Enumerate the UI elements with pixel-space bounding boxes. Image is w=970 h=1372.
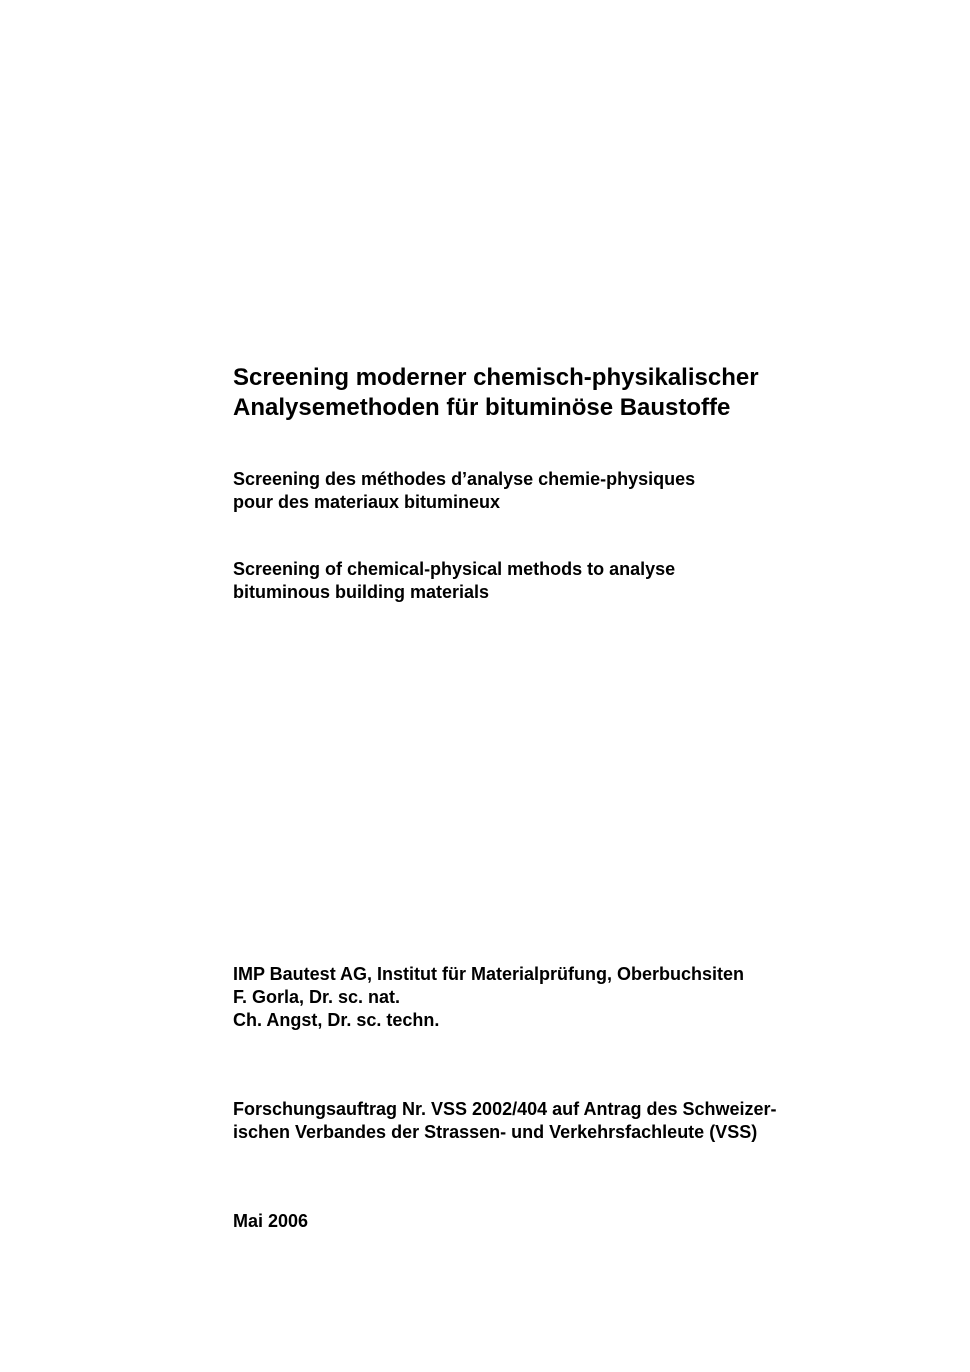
author-1: F. Gorla, Dr. sc. nat. [233, 987, 401, 1007]
date-text: Mai 2006 [233, 1211, 309, 1231]
title-french [233, 468, 695, 514]
title-english-line-2: bituminous building materials [233, 582, 490, 602]
author-2: Ch. Angst, Dr. sc. techn. [233, 1010, 440, 1030]
title-english [233, 558, 675, 604]
authors-block [233, 963, 744, 1032]
research-commission [233, 1098, 777, 1144]
title-english-line-1: Screening of chemical-physical methods to analyse [233, 559, 676, 579]
title-french-line-1: Screening des méthodes d’analyse chemie-physiques [233, 469, 696, 489]
publication-date [233, 1210, 308, 1233]
title-german-line-2: Analysemethoden für bituminöse Baustoffe [233, 394, 731, 421]
title-french-line-2: pour des materiaux bitumineux [233, 492, 501, 512]
institution: IMP Bautest AG, Institut für Materialprüfung, Oberbuchsiten [233, 964, 745, 984]
title-german [233, 363, 759, 423]
title-german-line-1: Screening moderner chemisch-physikalischer [233, 364, 759, 391]
commission-line-2: ischen Verbandes der Strassen- und Verkehrsfachleute (VSS) [233, 1122, 758, 1142]
commission-line-1: Forschungsauftrag Nr. VSS 2002/404 auf Antrag des Schweizer- [233, 1099, 777, 1119]
